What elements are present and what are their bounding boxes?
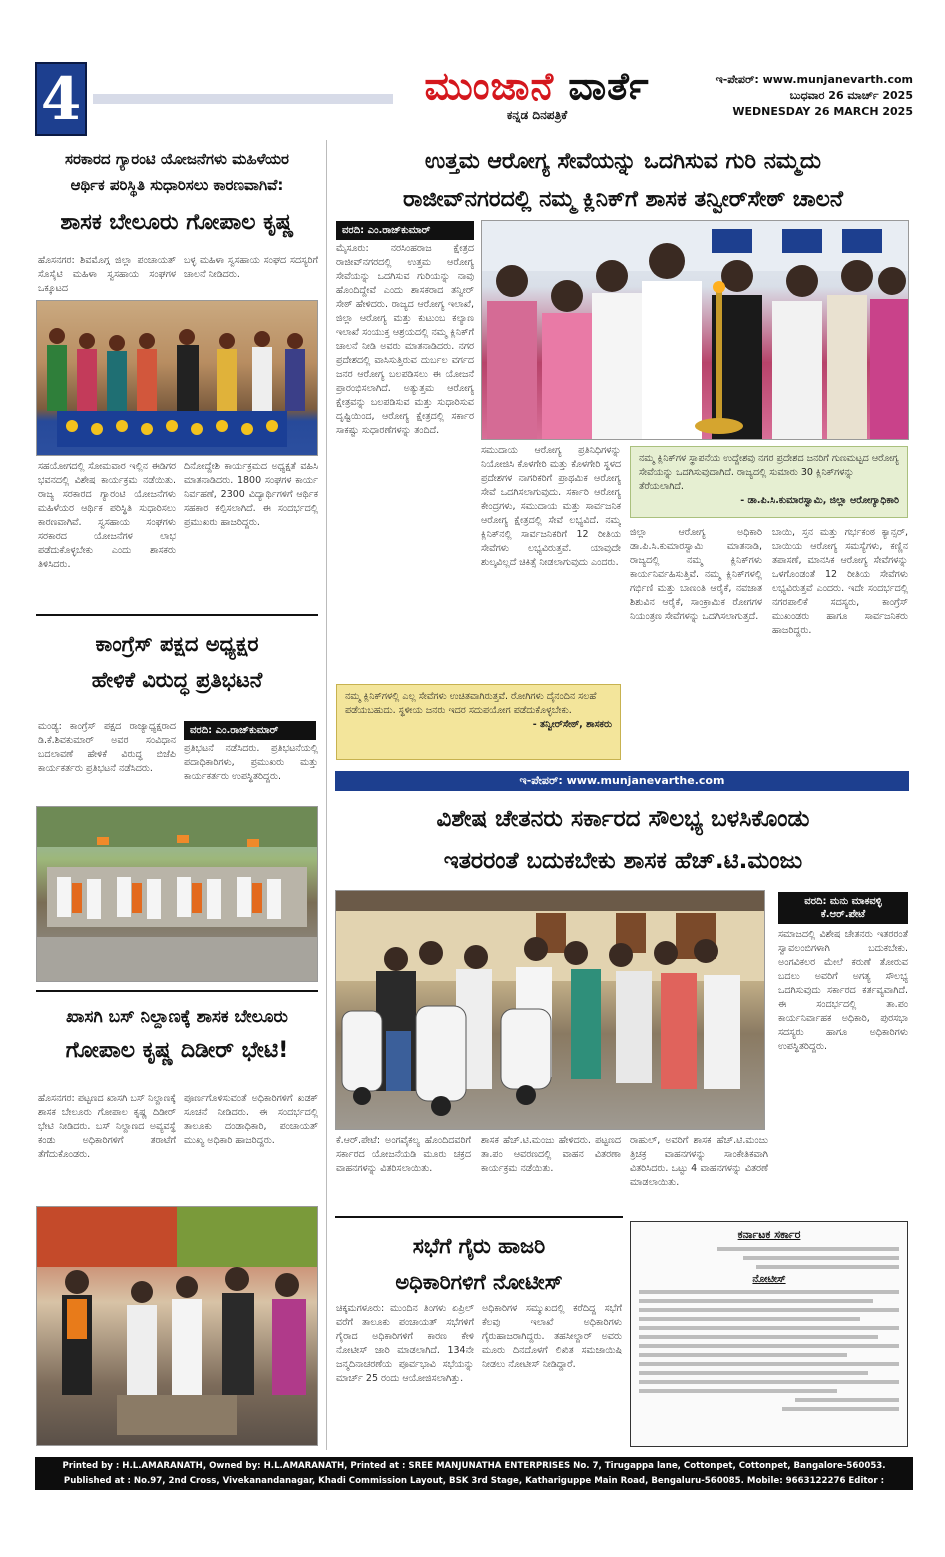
a2-body-left: ಮಂಡ್ಯ: ಕಾಂಗ್ರೆಸ್ ಪಕ್ಷದ ರಾಜ್ಯಾಧ್ಯಕ್ಷರಾದ ಡಿ.ಕೆ.ಶಿವಕುಮಾರ್ ಅವರ ಸಂವಿಧಾನ ಬದಲಾವಣೆ ಹೇಳಿಕೆ ವಿರುದ್ಧ ಬಿಜೆಪಿ ಕಾರ್ಯಕರ್ತರು ಪ್ರತಿಭಟನೆ ನಡೆಸಿದರು. — [38, 721, 176, 774]
a5-headline-line2: ಇತರರಂತೆ ಬದುಕಬೇಕು ಶಾಸಕ ಹೆಚ್.ಟಿ.ಮಂಜು — [443, 848, 803, 874]
notice-line — [639, 1371, 868, 1375]
a4-col3: ಜಿಲ್ಲಾ ಆರೋಗ್ಯ ಅಧಿಕಾರಿ ಡಾ.ಪಿ.ಸಿ.ಕುಮಾರಸ್ವಾಮಿ ಮಾತನಾಡಿ, ರಾಜ್ಯದಲ್ಲಿ ನಮ್ಮ ಕ್ಲಿನಿಕ್‌ಗಳು ಕಾರ್ಯನಿರ್ವಹಿಸುತ್ತಿವೆ. ನಮ್ಮ ಕ್ಲಿನಿಕ್‌ಗಳಲ್ಲಿ ಗರ್ಭಿಣಿ ಮತ್ತು ಬಾಣಂತಿ ಆರೈಕೆ, ನವಜಾತ ಶಿಶುವಿನ ಆರೈಕೆ, ಸಾಂಕ್ರಾಮಿಕ ರೋಗಗಳ ನಿಯಂತ್ರಣ ಸೇವೆಗಳನ್ನು ಒದಗಿಸಲಾಗುತ್ತದೆ. — [630, 527, 762, 622]
government-notice — [630, 1221, 908, 1447]
notice-line — [639, 1299, 873, 1303]
a3-photo-visit — [36, 1206, 318, 1446]
a1-headline: ಶಾಸಕ ಬೇಲೂರು ಗೋಪಾಲ ಕೃಷ್ಣ — [60, 210, 294, 235]
a5-col2: ಶಾಸಕ ಹೆಚ್.ಟಿ.ಮಂಜು ಹೇಳಿದರು. ಪಟ್ಟಣದ ತಾ.ಪಂ ಆವರಣದಲ್ಲಿ ವಾಹನ ವಿತರಣಾ ಕಾರ್ಯಕ್ರಮ ನಡೆಯಿತು. — [481, 1135, 621, 1174]
a6-headline-line2: ಅಧಿಕಾರಿಗಳಿಗೆ ನೋಟೀಸ್ — [395, 1270, 563, 1294]
masthead — [35, 60, 913, 136]
brand-name — [397, 66, 677, 106]
a2-divider — [36, 990, 318, 992]
a4-headline — [334, 143, 912, 219]
a2-photo-protest — [36, 806, 318, 982]
a5-side-text: ಸಮಾಜದಲ್ಲಿ ವಿಶೇಷ ಚೇತನರು ಇತರರಂತೆ ಸ್ವಾವಲಂಬಿಗಳಾಗಿ ಬದುಕಬೇಕು. ಅಂಗವಿಕಲರ ಮೇಲೆ ಕರುಣೆ ತೋರುವ ಬದಲು ಅವರಿಗೆ ಅಗತ್ಯ ಸೌಲಭ್ಯ ಒದಗಿಸುವುದು ಸರ್ಕಾರದ ಕರ್ತವ್ಯವಾಗಿದೆ. ಈ ಸಂದರ್ಭದಲ್ಲಿ ತಾ.ಪಂ ಕಾರ್ಯನಿರ್ವಾಹಕ ಅಧಿಕಾರಿ, ಪುರಸಭಾ ಸದಸ್ಯರು ಹಾಗೂ ಅಧಿಕಾರಿಗಳು ಉಪಸ್ಥಿತರಿದ್ದರು. — [778, 929, 908, 1052]
column-rule — [326, 140, 327, 1450]
a2-headline-line1: ಕಾಂಗ್ರೆಸ್ ಪಕ್ಷದ ಅಧ್ಯಕ್ಷರ — [95, 632, 259, 656]
a5-headline-line1: ವಿಶೇಷ ಚೇತನರು ಸರ್ಕಾರದ ಸೌಲಭ್ಯ ಬಳಸಿಕೊಂಡು — [436, 806, 810, 832]
a5-photo-vehicles — [335, 890, 765, 1130]
a4-headline-line1: ಉತ್ತಮ ಆರೋಗ್ಯ ಸೇವೆಯನ್ನು ಒದಗಿಸುವ ಗುರಿ ನಮ್ಮದು — [424, 149, 822, 174]
a5-col3: ರಾಹುಲ್, ಅವರಿಗೆ ಶಾಸಕ ಹೆಚ್.ಟಿ.ಮಂಜು ತ್ರಿಚಕ್ರ ವಾಹನಗಳನ್ನು ಸಾಂಕೇತಿಕವಾಗಿ ವಿತರಿಸಿದರು. ಒಟ್ಟು 4 ವಾಹನಗಳನ್ನು ವಿತರಣೆ ಮಾಡಲಾಯಿತು. — [630, 1135, 768, 1188]
a2-body-right: ಪ್ರತಿಭಟನೆ ನಡೆಸಿದರು. ಪ್ರತಿಭಟನೆಯಲ್ಲಿ ಪದಾಧಿಕಾರಿಗಳು, ಪ್ರಮುಖರು ಮತ್ತು ಕಾರ್ಯಕರ್ತರು ಉಪಸ್ಥಿತರಿದ್ದರು. — [184, 743, 318, 782]
brand-name-part1: ಮುಂಜಾನೆ — [424, 64, 555, 108]
a4-quote-yellow-text: ನಮ್ಮ ಕ್ಲಿನಿಕ್‌ಗಳಲ್ಲಿ ಎಲ್ಲ ಸೇವೆಗಳು ಉಚಿತವಾಗಿರುತ್ತವೆ. ರೋಗಿಗಳು ದೈನಂದಿನ ಸಲಹೆ ಪಡೆಯಬಹುದು. ಸ್ಥಳೀಯ ಜನರು ಇದರ ಸದುಪಯೋಗ ಪಡೆದುಕೊಳ್ಳಬೇಕು. — [345, 691, 597, 716]
a1-body-left: ಸಹಯೋಗದಲ್ಲಿ ಸೋಮವಾರ ಇಲ್ಲಿನ ಈಡಿಗರ ಭವನದಲ್ಲಿ ವಿಶೇಷ ಕಾರ್ಯಕ್ರಮ ನಡೆಯಿತು. ರಾಜ್ಯ ಸರಕಾರದ ಗ್ಯಾರಂಟಿ ಯೋಜನೆಗಳು ಮಹಿಳೆಯರ ಆರ್ಥಿಕ ಪರಿಸ್ಥಿತಿ ಸುಧಾರಿಸಲು ಕಾರಣವಾಗಿವೆ. ಸ್ವಸಹಾಯ ಸಂಘಗಳು ಸರಕಾರದ ಯೋಜನೆಗಳ ಲಾಭ ಪಡೆದುಕೊಳ್ಳಬೇಕು ಎಂದು ಶಾಸಕರು ತಿಳಿಸಿದರು. — [38, 461, 176, 570]
brand-name-part2: ವಾರ್ತೆ — [568, 64, 650, 108]
notice-line — [639, 1362, 899, 1366]
page-number: 4 — [35, 62, 87, 136]
a5-byline-place: ಕೆ.ಆರ್.ಪೇಟೆ — [820, 909, 866, 920]
notice-line — [639, 1335, 878, 1339]
a5-headline — [334, 798, 912, 882]
notice-line — [639, 1380, 899, 1384]
a4-quote-green-text: ನಮ್ಮ ಕ್ಲಿನಿಕ್‌ಗಳ ಸ್ಥಾಪನೆಯ ಉದ್ದೇಶವು ನಗರ ಪ್ರದೇಶದ ಜನರಿಗೆ ಗುಣಮಟ್ಟದ ಆರೋಗ್ಯ ಸೇವೆಯನ್ನು ಒದಗಿಸುವುದಾಗಿದೆ. ರಾಜ್ಯದಲ್ಲಿ ಸುಮಾರು 30 ಕ್ಲಿನಿಕ್‌ಗಳನ್ನು ತೆರೆಯಲಾಗಿದೆ. — [639, 453, 899, 492]
a4-quote-box-green — [630, 446, 908, 518]
a5-byline-reporter: ವರದಿ: ಮನು ಮಾಕವಳ್ಳಿ — [804, 896, 882, 907]
a1-photo-event — [36, 300, 318, 456]
a3-photo-illustration — [37, 1207, 318, 1446]
a6-headline — [335, 1228, 623, 1300]
a2-headline — [36, 626, 318, 698]
masthead-rule-left — [93, 94, 393, 104]
a6-body-left: ಚಿಕ್ಕಮಗಳೂರು: ಮುಂದಿನ ತಿಂಗಳು ಏಪ್ರಿಲ್ ವರೆಗೆ ತಾಲೂಕು ಪಂಚಾಯತ್ ಸಭೆಗಳಿಗೆ ಗೈರಾದ ಅಧಿಕಾರಿಗಳಿಗೆ ಕಾರಣ ಕೇಳಿ ನೋಟೀಸ್ ಜಾರಿ ಮಾಡಲಾಗಿದೆ. 134ನೇ ಜನ್ಮದಿನಾಚರಣೆಯ ಪೂರ್ವಭಾವಿ ಸಭೆಯನ್ನು ಮಾರ್ಚ್ 25 ರಂದು ಆಯೋಜಿಸಲಾಗಿತ್ತು. — [336, 1303, 474, 1384]
notice-line — [795, 1398, 899, 1402]
a4-quote-yellow-attribution: - ತನ್ವೀರ್‌ಸೇಠ್, ಶಾಸಕರು — [532, 719, 612, 730]
imprint-line2: Published at : No.97, 2nd Cross, Vivekanandanagar, Khadi Commission Layout, BSK 3rd Stage, Kathariguppe Main Road, Bengaluru-560085. Mobile: 9663122276 Editor : H.L.AMARANATH — [63, 1476, 885, 1501]
a1-kicker-line2: ಆರ್ಥಿಕ ಪರಿಸ್ಥಿತಿ ಸುಧಾರಿಸಲು ಕಾರಣವಾಗಿವೆ: — [70, 176, 284, 194]
epaper-strip: ಇ-ಪೇಪರ್: www.munjanevarthe.com — [335, 771, 909, 791]
notice-subtitle: ನೋಟೀಸ್ — [752, 1274, 786, 1285]
a4-quote-box-yellow — [336, 684, 621, 760]
a5-col1: ಕೆ.ಆರ್.ಪೇಟೆ: ಅಂಗವೈಕಲ್ಯ ಹೊಂದಿದವರಿಗೆ ಸರ್ಕಾರದ ಯೋಜನೆಯಡಿ ಮೂರು ಚಕ್ರದ ವಾಹನಗಳನ್ನು ವಿತರಿಸಲಾಯಿತು. — [336, 1135, 471, 1174]
masthead-info — [716, 72, 913, 120]
a3-body-right: ಪೂರ್ಣಗೊಳಿಸುವಂತೆ ಅಧಿಕಾರಿಗಳಿಗೆ ಖಡಕ್ ಸೂಚನೆ ನೀಡಿದರು. ಈ ಸಂದರ್ಭದಲ್ಲಿ ತಾಲೂಕು ದಂಡಾಧಿಕಾರಿ, ಪಂಚಾಯತ್ ಮುಖ್ಯ ಅಧಿಕಾರಿ ಹಾಜರಿದ್ದರು. — [184, 1093, 318, 1146]
masthead-epaper: ಇ-ಪೇಪರ್: www.munjanevarth.com — [715, 73, 913, 86]
a3-headline-line2: ಗೋಪಾಲ ಕೃಷ್ಣ ದಿಡೀರ್ ಭೇಟಿ! — [65, 1038, 289, 1063]
notice-line — [639, 1326, 899, 1330]
masthead-date-english: WEDNESDAY 26 MARCH 2025 — [732, 105, 913, 118]
notice-line — [639, 1344, 899, 1348]
brand-subtitle: ಕನ್ನಡ ದಿನಪತ್ರಿಕೆ — [506, 108, 568, 122]
brand — [397, 66, 677, 123]
a5-divider — [335, 1216, 623, 1218]
notice-line — [782, 1407, 899, 1411]
a4-col2: ಸಮುದಾಯ ಆರೋಗ್ಯ ಪ್ರತಿನಿಧಿಗಳನ್ನು ನಿಯೋಜಿಸಿ ಕೊಳಗೇರಿ ಮತ್ತು ಕೊಳಗೇರಿ ಸ್ಥಳದ ಪ್ರದೇಶಗಳ ನಾಗರಿಕರಿಗೆ ಪ್ರಾಥಮಿಕ ಆರೋಗ್ಯ ಸೇವೆ ಒದಗಿಸಲಾಗುವುದು. ಸರ್ಕಾರಿ ಆರೋಗ್ಯ ಕೇಂದ್ರಗಳು, ಸಮುದಾಯ ಮತ್ತು ಸಾರ್ವಜನಿಕ ಆರೋಗ್ಯ ಕ್ಷೇತ್ರದಲ್ಲಿ ಸೇವೆ ಲಭ್ಯವಿದೆ. ನಮ್ಮ ಕ್ಲಿನಿಕ್‌ನಲ್ಲಿ ಸಾರ್ವಜನಿಕರಿಗೆ 12 ರೀತಿಯ ಸೇವೆಗಳು ಲಭ್ಯವಿರುತ್ತವೆ. ಯಾವುದೇ ಶುಲ್ಕವಿಲ್ಲದೆ ಚಿಕಿತ್ಸೆ ನೀಡಲಾಗುವುದು ಎಂದರು. — [481, 445, 621, 568]
notice-line — [639, 1290, 899, 1294]
notice-line — [639, 1308, 899, 1312]
a3-headline-line1: ಖಾಸಗಿ ಬಸ್ ನಿಲ್ದಾಣಕ್ಕೆ ಶಾಸಕ ಬೇಲೂರು — [66, 1007, 288, 1027]
a2-headline-line2: ಹೇಳಿಕೆ ವಿರುದ್ಧ ಪ್ರತಿಭಟನೆ — [91, 668, 263, 692]
notice-line — [756, 1265, 899, 1269]
a1-photo-illustration — [37, 301, 318, 456]
a1-lead-left: ಹೊಸನಗರ: ಶಿವಮೊಗ್ಗ ಜಿಲ್ಲಾ ಪಂಚಾಯತ್ ಸೊಸೈಟಿ ಮಹಿಳಾ ಸ್ವಸಹಾಯ ಸಂಘಗಳ ಒಕ್ಕೂಟದ — [38, 255, 176, 294]
imprint-footer — [35, 1457, 913, 1501]
a4-headline-line2: ರಾಜೀವ್‌ನಗರದಲ್ಲಿ ನಮ್ಮ ಕ್ಲಿನಿಕ್‌ಗೆ ಶಾಸಕ ತನ್ವೀರ್‌ಸೇಠ್ ಚಾಲನೆ — [403, 187, 843, 212]
a5-photo-illustration — [336, 891, 765, 1130]
a2-byline: ವರದಿ: ಎಂ.ರಾಜ್‌ಕುಮಾರ್ — [184, 721, 316, 740]
notice-line — [743, 1256, 899, 1260]
a1-divider — [36, 614, 318, 616]
imprint-line1: Printed by : H.L.AMARANATH, Owned by: H.L.AMARANATH, Printed at : SREE MANJUNATHA ENTERPRISES No. 7, Tirugappa lane, Cottonpet, Cottonpet, Bangalore-560053. — [62, 1461, 886, 1471]
a4-quote-green-attribution: - ಡಾ.ಪಿ.ಸಿ.ಕುಮಾರಸ್ವಾಮಿ, ಜಿಲ್ಲಾ ಆರೋಗ್ಯಾಧಿಕಾರಿ — [740, 495, 899, 506]
notice-title: ಕರ್ನಾಟಕ ಸರ್ಕಾರ — [737, 1228, 801, 1241]
a6-body-right: ಅಧಿಕಾರಿಗಳ ಸಮ್ಮುಖದಲ್ಲಿ ಕರೆದಿದ್ದ ಸಭೆಗೆ ಕೆಲವು ಇಲಾಖೆ ಅಧಿಕಾರಿಗಳು ಗೈರುಹಾಜರಾಗಿದ್ದರು. ತಹಸೀಲ್ದಾರ್ ಅವರು ಮೂರು ದಿನದೊಳಗೆ ಲಿಖಿತ ಸಮಜಾಯಿಷಿ ನೀಡಲು ನೋಟೀಸ್ ನೀಡಿದ್ದಾರೆ. — [482, 1303, 622, 1370]
a1-kicker — [36, 146, 318, 198]
notice-line — [639, 1353, 847, 1357]
a1-lead-right: ಬಳ್ಳ ಮಹಿಳಾ ಸ್ವಸಹಾಯ ಸಂಘದ ಸದಸ್ಯರಿಗೆ ಚಾಲನೆ ನೀಡಿದರು. — [184, 255, 318, 280]
a1-body-right: ದಿನೋದ್ದೇಶಿ ಕಾರ್ಯಕ್ರಮದ ಅಧ್ಯಕ್ಷತೆ ವಹಿಸಿ ಮಾತನಾಡಿದರು. 1800 ಸಂಘಗಳ ಕಾರ್ಯ ನಿರ್ವಹಣೆ, 2300 ವಿದ್ಯಾರ್ಥಿಗಳಿಗೆ ಆರ್ಥಿಕ ಸಹಕಾರ ಕಲ್ಪಿಸಲಾಗಿದೆ. ಈ ಸಂದರ್ಭದಲ್ಲಿ ಪ್ರಮುಖರು ಹಾಜರಿದ್ದರು. — [184, 461, 318, 528]
notice-line — [639, 1389, 837, 1393]
a4-col1: ಮೈಸೂರು: ನರಸಿಂಹರಾಜ ಕ್ಷೇತ್ರದ ರಾಜೀವ್‌ನಗರದಲ್ಲಿ ಉತ್ತಮ ಆರೋಗ್ಯ ಸೇವೆಯನ್ನು ಒದಗಿಸುವ ಗುರಿಯನ್ನು ನಾವು ಹೊಂದಿದ್ದೇವೆ ಎಂದು ಶಾಸಕರಾದ ತನ್ವೀರ್ ಸೇಠ್ ಹೇಳಿದರು. ರಾಜ್ಯದ ಆರೋಗ್ಯ ಇಲಾಖೆ, ಜಿಲ್ಲಾ ಆರೋಗ್ಯ ಮತ್ತು ಕುಟುಂಬ ಕಲ್ಯಾಣ ಇಲಾಖೆ ಸಂಯುಕ್ತ ಆಶ್ರಯದಲ್ಲಿ ನಮ್ಮ ಕ್ಲಿನಿಕ್‌ಗೆ ಚಾಲನೆ ನೀಡಿ ಅವರು ಮಾತನಾಡಿದರು. ನಗರ ಪ್ರದೇಶದಲ್ಲಿ ವಾಸಿಸುತ್ತಿರುವ ದುರ್ಬಲ ವರ್ಗದ ಜನರ ಆರೋಗ್ಯ ಬಲಪಡಿಸಲು ಈ ಯೋಜನೆ ಪ್ರಾರಂಭಿಸಲಾಗಿದೆ. ಅತ್ಯುತ್ತಮ ಆರೋಗ್ಯ ಕ್ಷೇತ್ರವನ್ನು ಬಲಪಡಿಸುವ ಮತ್ತು ಸುಧಾರಿಸುವ ದೃಷ್ಟಿಯಿಂದ, ಆರೋಗ್ಯ ಕ್ಷೇತ್ರದಲ್ಲಿ ಸರ್ಕಾರ ಸಾಕಷ್ಟು ಸುಧಾರಣೆಗಳನ್ನು ತಂದಿದೆ. — [336, 243, 474, 436]
a3-headline — [36, 1000, 318, 1068]
notice-line — [639, 1317, 860, 1321]
a4-col4: ಬಾಯಿ, ಸ್ತನ ಮತ್ತು ಗರ್ಭಕಂಠ ಕ್ಯಾನ್ಸರ್, ಬಾಯಿಯ ಆರೋಗ್ಯ ಸಮಸ್ಯೆಗಳು, ಕಣ್ಣಿನ ತಪಾಸಣೆ, ಮಾನಸಿಕ ಆರೋಗ್ಯ ಸೇವೆಗಳನ್ನು ಒಳಗೊಂಡಂತೆ 12 ರೀತಿಯ ಸೇವೆಗಳು ಲಭ್ಯವಿರುತ್ತವೆ ಎಂದರು. ಇದೇ ಸಂದರ್ಭದಲ್ಲಿ ನಗರಪಾಲಿಕೆ ಸದಸ್ಯರು, ಕಾಂಗ್ರೆಸ್ ಮುಖಂಡರು ಹಾಗೂ ಸಾರ್ವಜನಿಕರು ಹಾಜರಿದ್ದರು. — [772, 527, 908, 636]
a4-byline: ವರದಿ: ಎಂ.ರಾಜ್‌ಕುಮಾರ್ — [336, 221, 474, 240]
a4-photo-inauguration — [481, 220, 909, 440]
a2-photo-illustration — [37, 807, 318, 982]
a6-headline-line1: ಸಭೆಗೆ ಗೈರು ಹಾಜರಿ — [412, 1234, 546, 1258]
a4-photo-illustration — [482, 221, 909, 440]
a1-kicker-line1: ಸರಕಾರದ ಗ್ಯಾರಂಟಿ ಯೋಜನೆಗಳು ಮಹಿಳೆಯರ — [65, 150, 289, 168]
masthead-date-kannada: ಬುಧವಾರ 26 ಮಾರ್ಚ್ 2025 — [789, 89, 913, 102]
a3-body-left: ಹೊಸನಗರ: ಪಟ್ಟಣದ ಖಾಸಗಿ ಬಸ್ ನಿಲ್ದಾಣಕ್ಕೆ ಶಾಸಕ ಬೇಲೂರು ಗೋಪಾಲ ಕೃಷ್ಣ ದಿಡೀರ್ ಭೇಟಿ ನೀಡಿದರು. ಬಸ್ ನಿಲ್ದಾಣದ ಅವ್ಯವಸ್ಥೆ ಕಂಡು ಅಧಿಕಾರಿಗಳಿಗೆ ತರಾಟೆಗೆ ತೆಗೆದುಕೊಂಡರು. — [38, 1093, 176, 1160]
a5-byline — [778, 892, 908, 924]
notice-line — [717, 1247, 899, 1251]
